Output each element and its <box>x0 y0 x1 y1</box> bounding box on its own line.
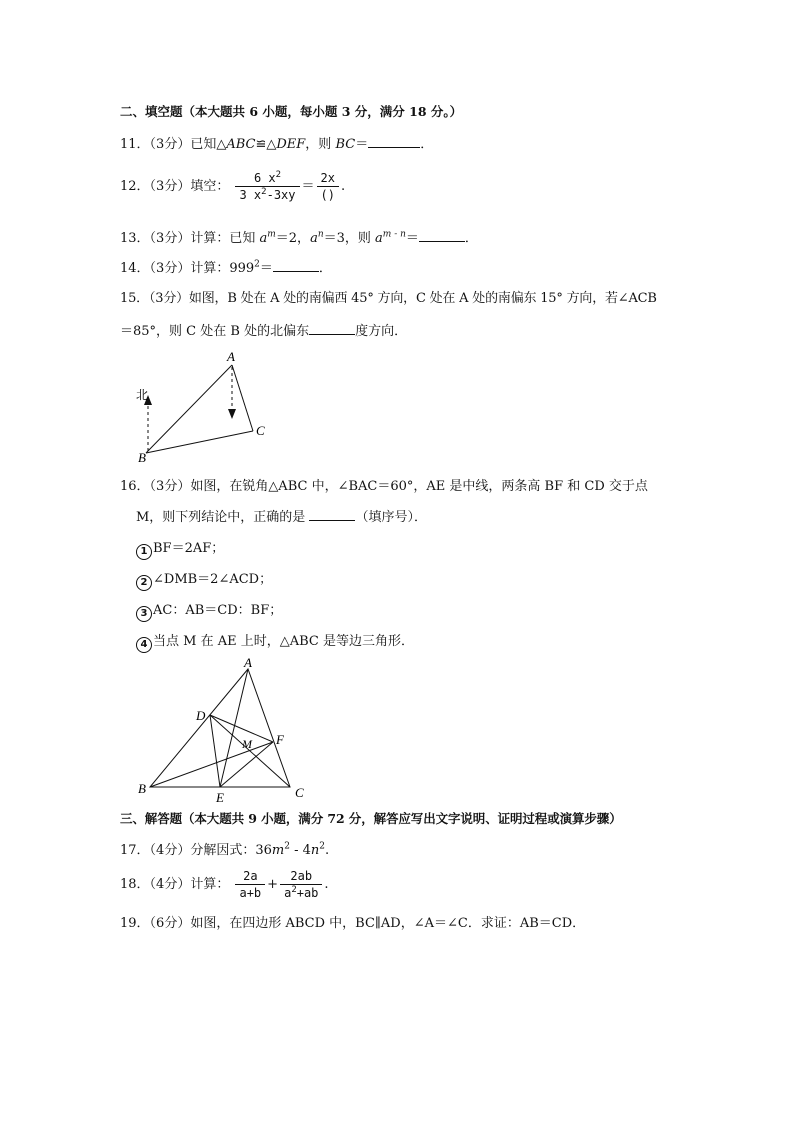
option-4: 4 当点 M 在 AE 上时，△ABC 是等边三角形． <box>136 633 414 653</box>
option-3: 3 AC：AB＝CD：BF； <box>136 602 282 622</box>
question-13: 13．（3分）计算：已知 $a^m=2$，$a^n=3$，则 $a^{m - n}=$ ． <box>120 229 478 246</box>
answer-blank[interactable] <box>273 259 319 272</box>
answer-blank[interactable] <box>309 322 355 335</box>
triangle-abc <box>150 669 290 787</box>
point-a-label: A <box>244 655 252 670</box>
question-12: 12．（3分）填空： $\frac{6 x^2}{3 x^2-3xy}$ ＝ $\frac{2x}{()}$ . <box>120 170 346 202</box>
point-b-label: B <box>138 781 146 796</box>
north-label: 北 <box>136 388 149 402</box>
question-11: 11．（3分）已知△ABC≌△DEF，则 BC＝ ． <box>120 137 434 152</box>
point-m-label: M <box>242 737 252 751</box>
question-16-line-2: M，则下列结论中，正确的是 （填序号）． <box>136 510 427 525</box>
point-c-label: C <box>256 423 265 438</box>
answer-blank[interactable] <box>309 508 355 521</box>
section-heading-fill-in: 二、填空题（本大题共 6 小题，每小题 3 分，满分 18 分。） <box>120 104 463 119</box>
point-c-label: C <box>295 785 304 800</box>
altitude-cd <box>210 715 290 787</box>
fraction-1: $\frac{2a}{a+b}$ <box>235 868 265 901</box>
question-15-line-2: ＝85°，则 C 处在 B 处的北偏东 度方向． <box>120 324 408 339</box>
question-19: 19．（6分）如图，在四边形 ABCD 中，BC∥AD，∠A＝∠C．求证：AB＝CD． <box>120 916 586 931</box>
fraction-right: $\frac{2x}{()}$ <box>317 170 339 203</box>
question-18: 18．（4分）计算： $\frac{2a}{a+b}$ + $\frac{2ab}{a^2+ab}$ . <box>120 869 329 900</box>
point-e-label: E <box>216 790 224 805</box>
answer-blank[interactable] <box>368 135 420 148</box>
segment-ac <box>232 365 253 431</box>
fraction-2: $\frac{2ab}{a^2+ab}$ <box>280 868 322 901</box>
answer-blank[interactable] <box>419 229 465 242</box>
point-d-label: D <box>196 708 206 723</box>
question-17: 17．（4分）分解因式：$36m^2 - 4n^2$. <box>120 841 330 858</box>
section-heading-solutions: 三、解答题（本大题共 9 小题，满分 72 分，解答应写出文字说明、证明过程或演算步骤） <box>120 811 622 826</box>
point-f-label: F <box>276 732 284 747</box>
fraction-left: $\frac{6 x^2}{3 x^2-3xy}$ <box>235 170 299 203</box>
option-1: 1 BF＝2AF； <box>136 540 224 560</box>
option-2: 2 ∠DMB＝2∠ACD； <box>136 571 272 591</box>
south-arrow-head <box>228 409 236 419</box>
question-15-line-1: 15．（3分）如图，B 处在 A 处的南偏西 45° 方向，C 处在 A 处的南偏东 15° 方向，若∠ACB <box>120 291 657 306</box>
direction-diagram <box>126 345 286 465</box>
question-14: 14．（3分）计算：$999^2=$ ． <box>120 259 332 276</box>
segment-bc <box>146 431 253 453</box>
segment-ab <box>146 365 232 453</box>
triangle-diagram <box>130 655 320 805</box>
question-16-line-1: 16．（3分）如图，在锐角△ABC 中，∠BAC＝60°，AE 是中线，两条高 BF 和 CD 交于点 <box>120 479 648 494</box>
point-b-label: B <box>138 450 146 465</box>
point-a-label: A <box>227 349 235 364</box>
segment-de <box>210 715 220 787</box>
